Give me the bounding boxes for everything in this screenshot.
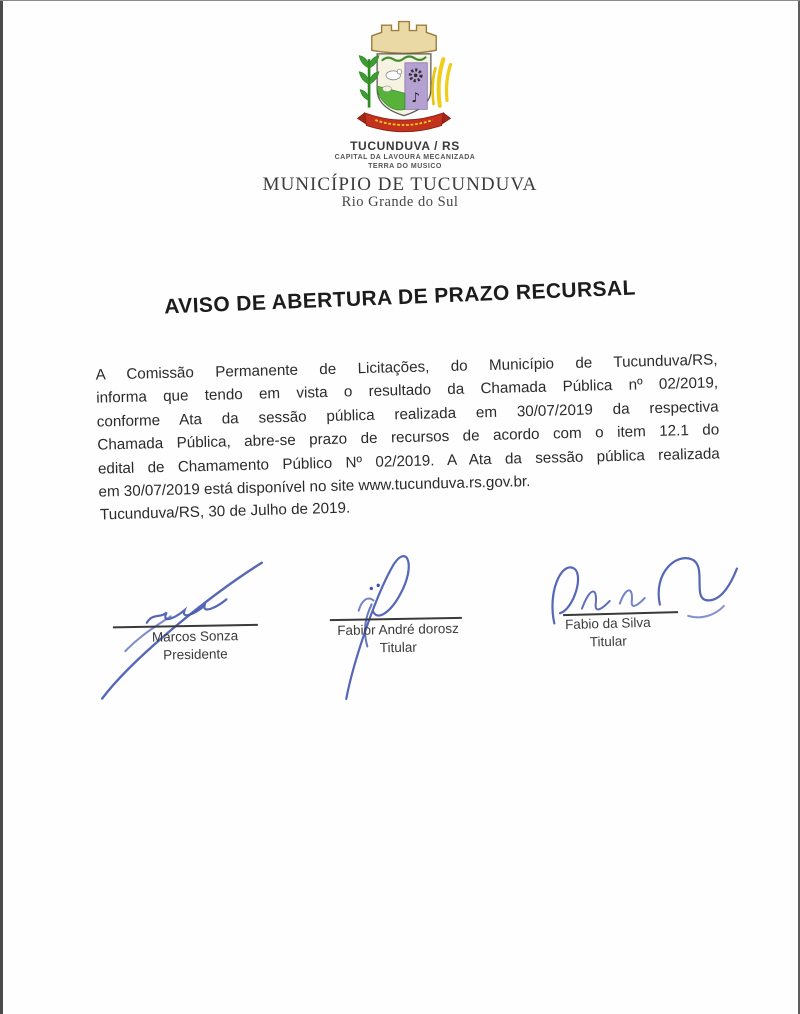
signer-role: Titular	[379, 639, 417, 656]
body-line: A Comissão Permanente de Licitações, do Município de Tucunduva/RS,	[95, 351, 718, 384]
motto-line-2: TERRA DO MUSICO	[368, 163, 442, 170]
scan-edge-top	[0, 0, 800, 1]
wheat-icon	[439, 59, 444, 106]
svg-text:♪: ♪	[411, 91, 420, 107]
city-label: TUCUNDUVA / RS	[350, 139, 460, 153]
body-line: em 30/07/2019 está disponível no site www.tucunduva.rs.gov.br.	[98, 473, 531, 501]
body-line: edital de Chamamento Público Nº 02/2019. A Ata da sessão pública realizada	[97, 445, 720, 478]
signer-role: Presidente	[162, 646, 228, 663]
signer-name: Marcos Sonza	[151, 628, 239, 645]
crown-icon	[372, 22, 436, 54]
date-place-line: Tucunduva/RS, 30 de Julho de 2019.	[99, 499, 351, 524]
municipality-name: MUNICÍPIO DE TUCUNDUVA	[262, 174, 538, 195]
signer-name: Fabio da Silva	[564, 614, 651, 633]
signer-name: Fabior André dorosz	[337, 620, 459, 639]
document-title: AVISO DE ABERTURA DE PRAZO RECURSAL	[163, 276, 637, 319]
handwritten-signature-icon	[538, 542, 751, 677]
motto-line-1: CAPITAL DA LAVOURA MECANIZADA	[334, 154, 476, 161]
signer-role: Titular	[589, 633, 628, 650]
body-line: conforme Ata da sessão pública realizada em 30/07/2019 da respectiva	[96, 398, 719, 431]
body-paragraph	[95, 348, 720, 504]
signature-block-presidente	[84, 550, 297, 714]
scan-edge-left	[0, 0, 3, 1014]
signature-block-titular-1	[314, 547, 482, 710]
coat-of-arms-icon	[344, 18, 464, 138]
body-line: informa que tendo em vista o resultado da Chamada Pública nº 02/2019,	[96, 374, 719, 408]
body-line: Chamada Pública, abre-se prazo de recursos de acordo com o item 12.1 do	[97, 421, 720, 454]
state-name: Rio Grande do Sul	[341, 194, 459, 210]
signature-block-titular-2	[538, 542, 751, 677]
